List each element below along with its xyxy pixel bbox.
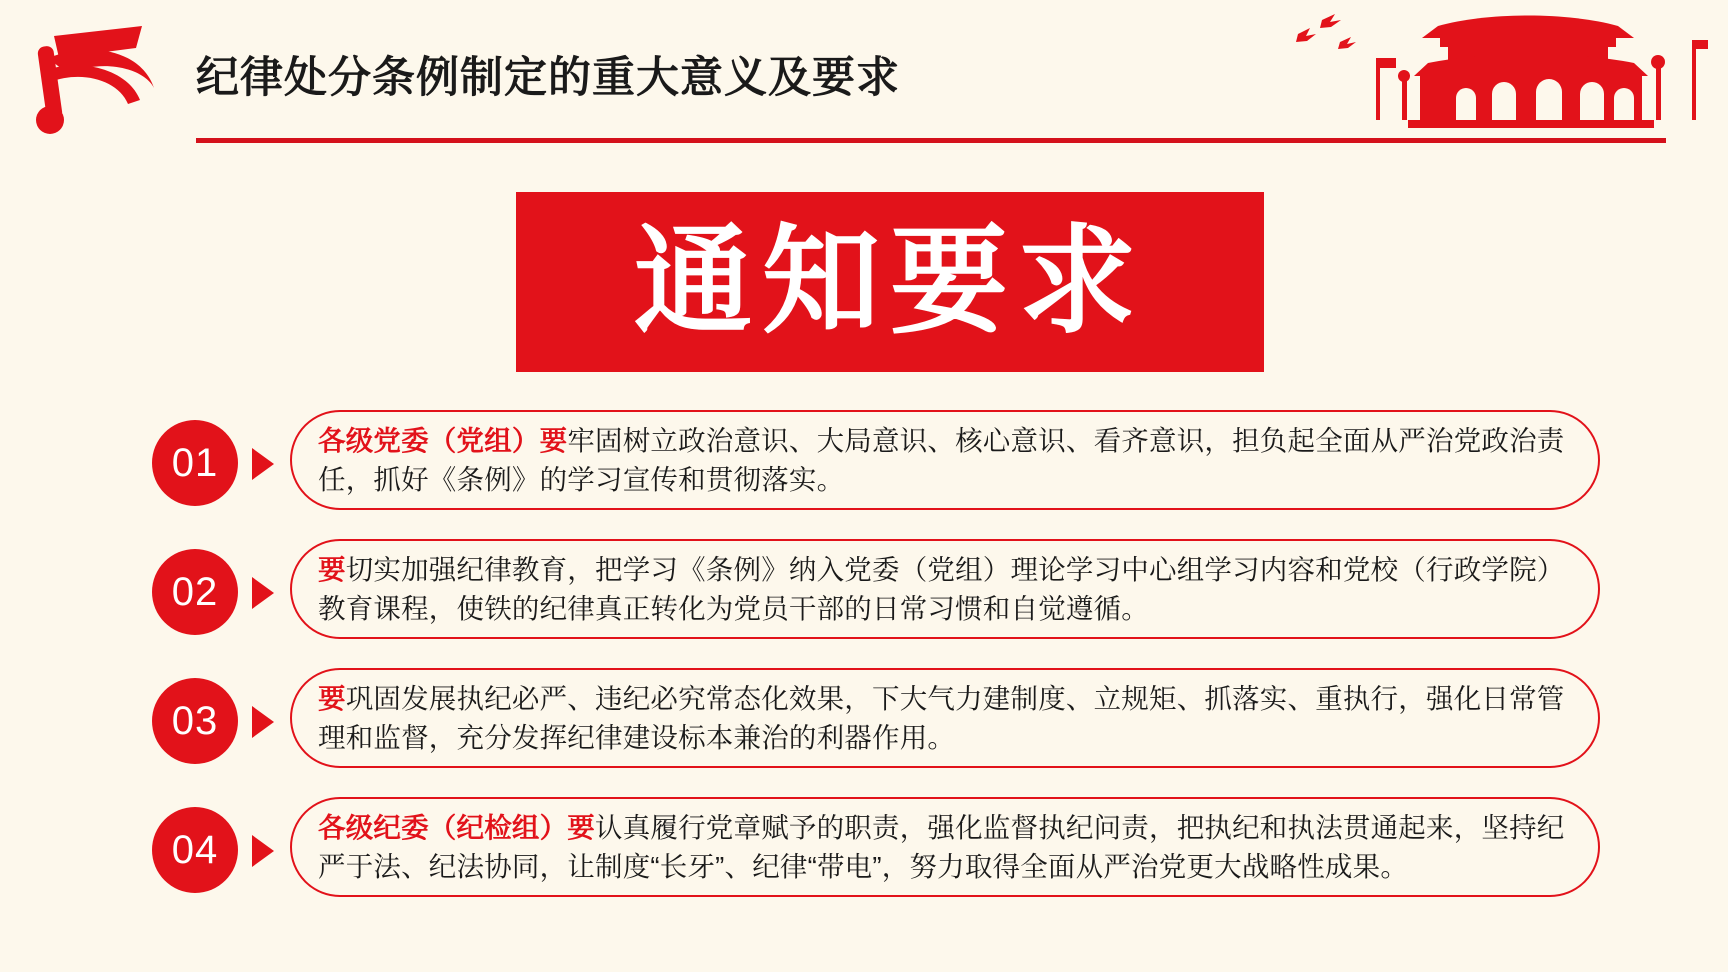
item-emphasis: 各级纪委（纪检组）要 — [318, 811, 595, 843]
item-text: 切实加强纪律教育，把学习《条例》纳入党委（党组）理论学习中心组学习内容和党校（行政学院）教育课程，使铁的纪律真正转化为党员干部的日常习惯和自觉遵循。 — [318, 553, 1565, 624]
banner-title: 通知要求 — [633, 216, 1146, 348]
item-text-bubble — [290, 539, 1600, 639]
item-text-bubble — [290, 797, 1600, 897]
item-number-badge: 04 — [152, 807, 238, 893]
item-number-badge: 02 — [152, 549, 238, 635]
item-text-bubble — [290, 410, 1600, 510]
header-divider — [196, 138, 1666, 143]
item-text: 认真履行党章赋予的职责，强化监督执纪问责，把执纪和执法贯通起来，坚持纪严于法、纪法协同，让制度“长牙”、纪律“带电”，努力取得全面从严治党更大战略性成果。 — [318, 811, 1565, 882]
requirement-list — [0, 410, 1728, 926]
item-emphasis: 各级党委（党组）要 — [318, 424, 568, 456]
arrow-icon — [252, 835, 274, 867]
arrow-icon — [252, 577, 274, 609]
hammer-sickle-icon — [24, 18, 174, 138]
list-item — [0, 668, 1728, 781]
arrow-icon — [252, 706, 274, 738]
section-banner — [516, 192, 1264, 372]
item-text: 牢固树立政治意识、大局意识、核心意识、看齐意识，担负起全面从严治党政治责任，抓好《条例》的学习宣传和贯彻落实。 — [318, 424, 1565, 495]
tiananmen-gate-icon — [1288, 6, 1708, 138]
list-item — [0, 797, 1728, 910]
page-header — [0, 0, 1728, 150]
item-text: 巩固发展执纪必严、违纪必究常态化效果，下大气力建制度、立规矩、抓落实、重执行，强化日常管理和监督，充分发挥纪律建设标本兼治的利器作用。 — [318, 682, 1565, 753]
list-item — [0, 410, 1728, 523]
page-title: 纪律处分条例制定的重大意义及要求 — [196, 54, 900, 102]
item-number-badge: 03 — [152, 678, 238, 764]
item-text-bubble — [290, 668, 1600, 768]
item-emphasis: 要 — [318, 553, 346, 585]
item-number-badge: 01 — [152, 420, 238, 506]
item-emphasis: 要 — [318, 682, 346, 714]
list-item — [0, 539, 1728, 652]
arrow-icon — [252, 448, 274, 480]
